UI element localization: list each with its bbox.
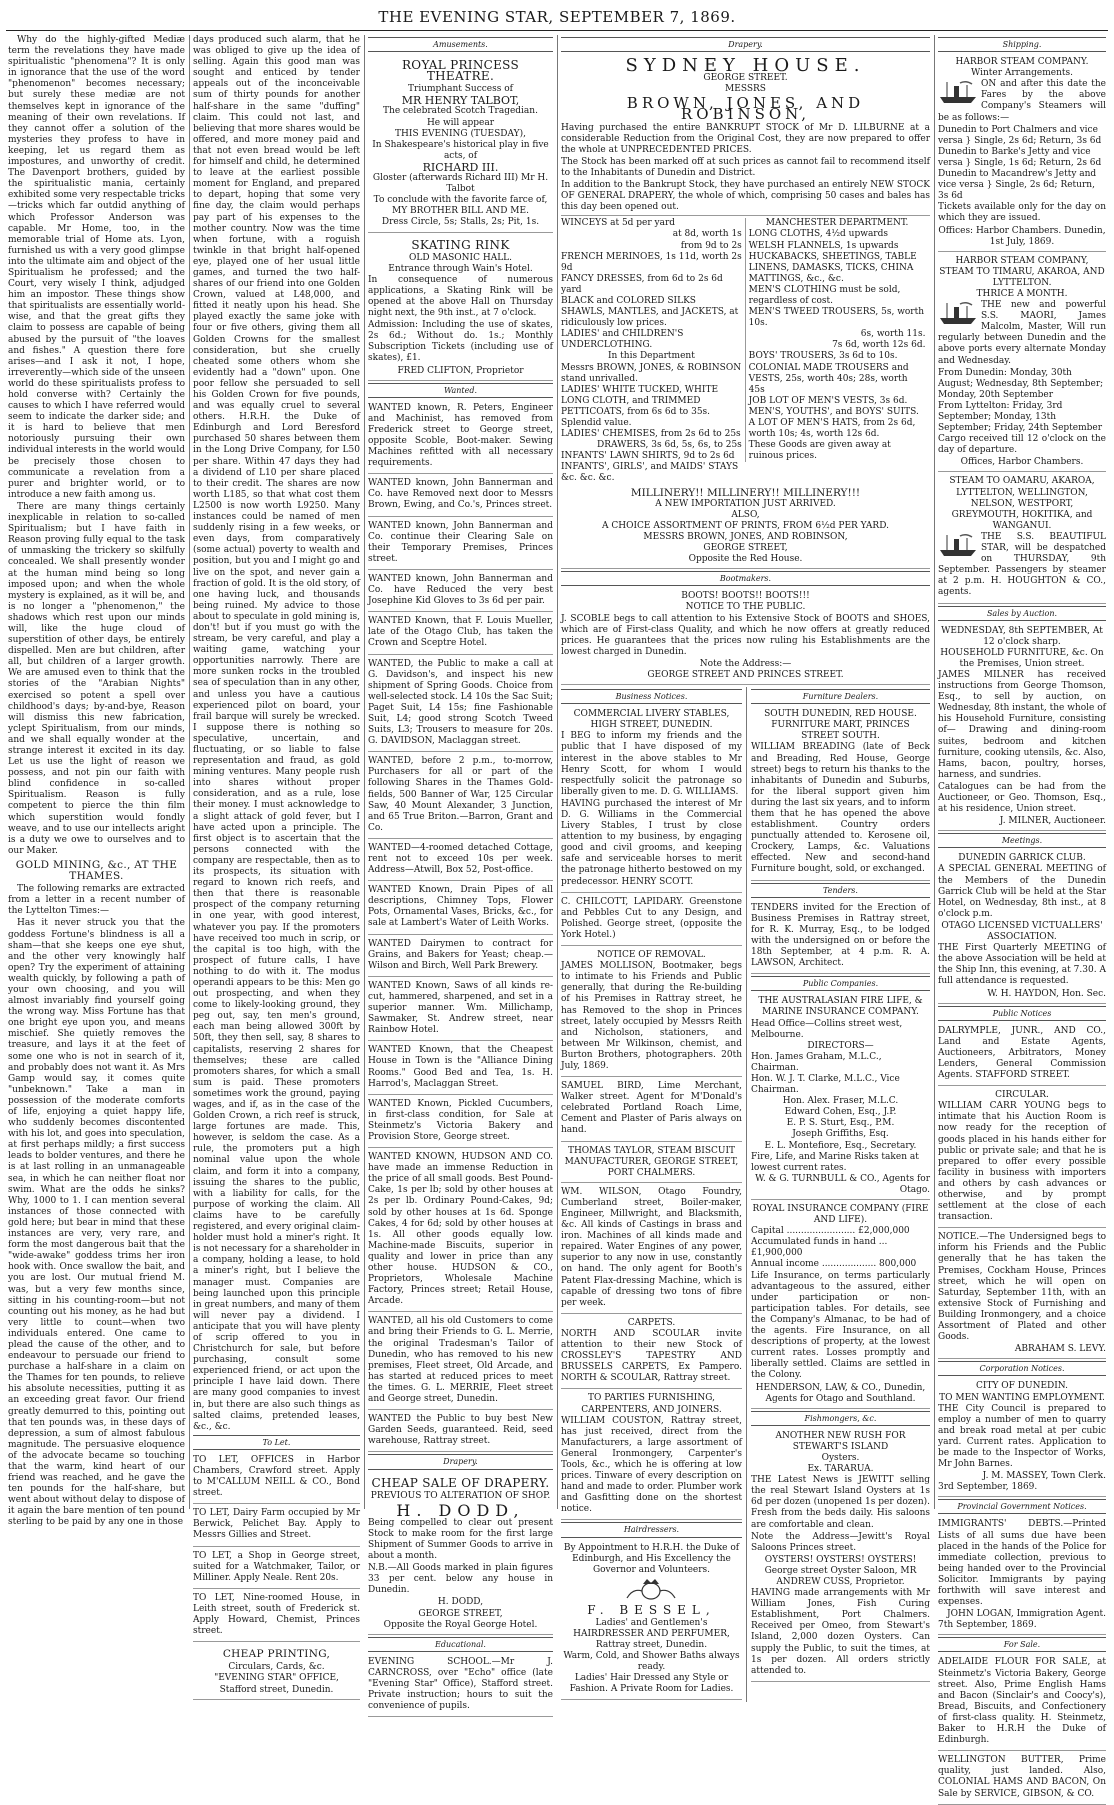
col4-lower-left (561, 687, 747, 1702)
ad-text: WANTED—4-roomed detached Cottage, rent not to exceed 10s per week. Address—Atwill, Box 52, Post-office. (368, 842, 553, 876)
price-list (561, 215, 930, 484)
ad-to-let (193, 1591, 360, 1642)
ad-title: OTAGO LICENSED VICTUALLERS' ASSOCIATION. (941, 920, 1103, 943)
ad-text: Having purchased the entire BANKRUPT STOCK of Mr D. LILBURNE at a considerable Reduction from the Original Cost, they are now prepared to offer the whole at UNPRECEDENTED PRICES. (561, 122, 930, 155)
ad-line: In Shakespeare's historical play in five acts, of (372, 139, 549, 161)
ad-immigrants (938, 1517, 1106, 1635)
price-line: HUCKABACKS, SHEETINGS, TABLE LINENS, DAMASKS, TICKS, CHINA MATTINGS, &c., &c. (748, 251, 917, 284)
ad-line: TO MEN WANTING EMPLOYMENT. (939, 1392, 1105, 1403)
price-line: MEN'S CLOTHING must be sold, regardless of cost. (748, 284, 901, 306)
price-line: BOYS' TROUSERS, 3s 6d to 10s. (748, 351, 898, 362)
ad-line: RICHARD III. (422, 160, 499, 174)
ad-line: Ladies' Hair Dressed any Style or Fashion. A Private Room for Ladies. (569, 1673, 734, 1695)
ad-wanted (368, 979, 553, 1041)
ad-line: Opposite the Royal George Hotel. (383, 1619, 538, 1630)
ad-title: CHEAP PRINTING, (222, 1648, 331, 1661)
royal-crest-icon (621, 1578, 681, 1602)
ad-to-let (193, 1453, 360, 1504)
section-header-educational: Educational. (368, 1637, 553, 1652)
ad-line: MESSRS BROWN, JONES, AND ROBINSON, (643, 531, 848, 542)
ad-line: MY BROTHER BILL AND ME. (392, 206, 529, 217)
ad-text: THE City Council is prepared to employ a number of men to quarry and break road metal at per cubic yard. Current rates. Application to be made to the Inspector of Works, Mr John Barnes. (938, 1403, 1106, 1470)
ad-text: The Stock has been marked off at such prices as cannot fail to recommend itself to the Inhabitants of Dunedin and District. (561, 156, 930, 178)
price-line: INFANTS' LAWN SHIRTS, 9d to 2s 6d (561, 451, 735, 462)
ad-line: He will appear (426, 117, 495, 128)
ad-cheap-sale (368, 1473, 553, 1635)
section-header-hairdressers: Hairdressers. (561, 1522, 742, 1537)
ad-theatre (368, 55, 553, 232)
ad-line: Annual income ................... 800,000 (750, 1259, 917, 1270)
ad-title: THOMAS TAYLOR, STEAM BISCUIT MANUFACTURER, GEORGE STREET, PORT CHALMERS. (564, 1145, 739, 1178)
ad-circular (938, 1088, 1106, 1228)
ad-oysters (751, 1429, 930, 1682)
ad-line: GEORGE STREET, (703, 543, 788, 554)
ad-line: Dress Circle, 5s; Stalls, 2s; Pit, 1s. (381, 217, 540, 228)
ad-line: PREVIOUS TO ALTERATION OF SHOP. (370, 1490, 551, 1501)
column-3 (368, 35, 553, 1712)
ad-text: TO LET, a Shop in George street, suited for a Watchmaker, Tailor, or Milliner. Apply Neale. Rent 20s. (193, 1550, 360, 1583)
ad-text: WILLIAM COUSTON, Rattray street, has just received, direct from the Manufacturers, a large assortment of General Ironmongery, Carpenter's Tools, &c., which he is offering at low prices. Tinware of every description on hand and made to order. Plumber work and Gasfitting done on the shortest notice. (561, 1415, 742, 1515)
ad-line: Gloster (afterwards Richard III) Mr H. Talbot (372, 173, 549, 195)
ad-to-let (193, 1549, 360, 1589)
ad-to-let (193, 1506, 360, 1546)
ad-line: Capital ........................ £2,000,000 (750, 1226, 910, 1237)
section-header-tenders: Tenders. (751, 883, 930, 898)
price-line: Messrs BROWN, JONES, & ROBINSON stand unrivalled. (561, 362, 742, 384)
ad-foundry (561, 1185, 742, 1314)
ad-carpets (561, 1316, 742, 1390)
ad-steam-oamaru (938, 474, 1106, 603)
section-header-wanted: Wanted. (368, 383, 553, 398)
steamship-icon (938, 532, 978, 558)
ad-text: IMMIGRANTS' DEBTS.—Printed Lists of all sums due have been placed in the hands of the Police for immediate collection, previous to being handed over to the Provincial Solicitor. Immigrants by paying forthwith will save interest and expenses. (938, 1519, 1106, 1608)
ad-text: JAMES MOLLISON, Bootmaker, begs to intimate to his Friends and Public generally, that during the Re-building of his Premises in Rattray street, he has Removed to the shop in Princes street, lately occupied by Messrs Reith and Nicholson, stationers, and between Mr Wilkinson, chemist, and Burton Brothers, photographers. 20th July, 1869. (561, 961, 742, 1071)
section-header-corporation: Corporation Notices. (938, 1361, 1106, 1376)
ad-title: HARBOR STEAM COMPANY, STEAM TO TIMARU, AKAROA, AND LYTTELTON. (939, 255, 1105, 288)
ad-line: MR HENRY TALBOT, (401, 94, 520, 108)
ad-text: WANTED the Public to buy best New Garden Seeds, guaranteed. Reid, seed warehouse, Rattray street. (368, 1414, 553, 1447)
ad-title: STEAM TO OAMARU, AKAROA, LYTTELTON, WELLINGTON, NELSON, WESTPORT, GREYMOUTH, HOKITIKA, and WANGANUI. (949, 476, 1095, 531)
ad-text: THE Latest News is JEWITT selling the real Stewart Island Oysters at 1s 6d per dozen (unopened 1s per dozen). Fresh from the beds daily. His saloons are comfortable and clean. (750, 1475, 930, 1530)
ad-title: CITY OF DUNEDIN. (976, 1381, 1068, 1392)
ad-text: WILLIAM CARR YOUNG begs to intimate that his Auction Room is now ready for the reception of goods placed in his hands either for public or private sale; and that he is prepared to offer every possible facility in business with importers and others by cash advances or otherwise, and by prompt settlement at the close of each transaction. (938, 1101, 1106, 1223)
ad-line: Head Office—Collins street west, Melbourne. (750, 1018, 903, 1040)
ad-signature: W. & G. TURNBULL & CO., Agents for Otago. (755, 1173, 930, 1195)
ad-signature: FRED CLIFTON, Proprietor (397, 365, 524, 376)
ad-text: A SPECIAL GENERAL MEETING of the Members of the Dunedin Garrick Club will be held at the Star Hotel, on Wednesday, 8th inst., at 8 o'clock p.m. (938, 864, 1106, 919)
ad-line: Circulars, Cards, &c. (228, 1662, 325, 1673)
ad-evening-school (368, 1655, 553, 1717)
ad-text: Tickets available only for the day on which they are issued. (938, 202, 1106, 224)
ad-text: WANTED Known, Saws of all kinds re-cut, hammered, sharpened, and set in a superior manner. Wm. Millichamp, Sawmaker, St. Andrew street, near Rainbow Hotel. (368, 980, 553, 1036)
ad-line: Triumphant Success of (408, 84, 513, 95)
ad-hairdresser (561, 1541, 742, 1700)
ad-line: GEORGE STREET. (703, 73, 788, 84)
ad-title: DUNEDIN GARRICK CLUB. (958, 853, 1086, 864)
ad-line: NOTICE TO THE PUBLIC. (685, 602, 806, 613)
steamship-icon (938, 300, 978, 326)
price-line: LADIES' WHITE TUCKED, WHITE LONG CLOTH, and TRIMMED PETTICOATS, from 6s 6d to 35s. Splendid value. (561, 384, 719, 428)
ad-text: ON and after this date the Fares by the above Company's Steamers will be as follows:— (938, 79, 1106, 123)
ad-line: GEORGE STREET AND PRINCES STREET. (647, 669, 844, 680)
ad-text: WILLIAM BREADING (late of Beck and Breading, Red House, George street) begs to return his thanks to the inhabitants of Dunedin and Suburbs, for the liberal support given him during the last six years, and to inform them that he has opened the above establishment. Country orders punctually attended to. Kerosene oil, Crockery, Lamps, &c. Valuations effected. New and second-hand Furniture bought, sold, or exchanged. (750, 742, 930, 875)
ad-sydney-house (561, 55, 930, 569)
ad-line: FURNITURE MART, PRINCES STREET SOUTH. (771, 720, 910, 742)
ad-removal (561, 948, 742, 1077)
price-line: BLACK and COLORED SILKS (561, 295, 696, 306)
ad-text: WANTED known, John Bannerman and Co. continue their Clearing Sale on their Temporary Premises, Princes street. (368, 520, 553, 564)
ad-text: J. SCOBLE begs to call attention to his Extensive Stock of BOOTS and SHOES, which are of First-class Quality, and which he now offers at greatly reduced prices. He guarantees that the prices now ruling his Establishments are the lowest charged in Dunedin. (561, 613, 930, 657)
ad-text: In addition to the Bankrupt Stock, they have purchased an entirely NEW STOCK OF GENERAL DRAPERY, the whole of which, comprising 50 cases and bales has this day been opened out. (561, 180, 930, 213)
ad-title: NOTICE OF REMOVAL. (597, 950, 706, 961)
ad-text: Note the Address—Jewitt's Royal Saloons Princes street. (750, 1531, 930, 1553)
ad-text: Being compelled to clear out present Stock to make room for the first large Shipment of Summer Goods to arrive in about a month. (368, 1517, 553, 1562)
ad-title: HARBOR STEAM COMPANY. (955, 57, 1089, 68)
ad-line: Ex. TARARUA. (807, 1464, 874, 1475)
ad-title: SYDNEY HOUSE. (625, 55, 866, 77)
ad-line: To conclude with the favorite farce of, (373, 195, 548, 206)
masthead-rule (6, 30, 1108, 31)
price-line: COLONIAL MADE TROUSERS and VESTS, 25s, worth 40s; 28s, worth 45s (748, 362, 909, 395)
ad-wanted (368, 883, 553, 934)
price-line: MEN'S, YOUTHS', and BOYS' SUITS. (748, 406, 919, 417)
ad-text: WANTED, the Public to make a call at G. Davidson's, and inspect his new shipment of Spring Goods. Choice from well-selected stock. L4 10s the Sac Suit; Paget Suit, L4 15s; fine Fashionable Suit, L4; good strong Scotch Tweed Suits, L3; Trousers to measure for 20s. G. DAVIDSON, Maclaggan street. (368, 658, 553, 747)
price-line: LADIES' CHEMISES, from 2s 6d to 25s (561, 429, 741, 440)
ad-title: ROYAL PRINCESS THEATRE. (401, 58, 520, 84)
gold-mining-title: GOLD MINING, &c., AT THE THAMES. (15, 858, 178, 883)
ad-text: WANTED, all his old Customers to come and bring their Friends to G. L. Merrie, the original Tradesman's Tailor of Dunedin, who has removed to his new premises, Fleet street, Old Arcade, and has started at reduced prices to meet the times. G. L. MERRIE, Fleet street and George street, Dunedin. (368, 1316, 553, 1405)
price-line: JOB LOT OF MEN'S VESTS, 3s 6d. (748, 395, 908, 406)
ad-text: WANTED Known, that F. Louis Mueller, late of the Otago Club, has taken the Crown and Sceptre Hotel. (368, 616, 553, 649)
ad-date: 7th September, 1869. (938, 1620, 1037, 1631)
ad-line: Hon. Alex. Fraser, M.L.C. (782, 1096, 899, 1107)
ad-dalrymple (938, 1024, 1106, 1086)
ad-australasian-insurance (751, 994, 930, 1200)
ad-text: WANTED Dairymen to contract for Grains, and Bakers for Yeast; cheap.—Wilson and Birch, Well Park Brewery. (368, 938, 553, 971)
ad-line: Stafford street, Dunedin. (219, 1684, 334, 1695)
ad-line: Opposite the Red House. (688, 554, 803, 565)
col4-lower (561, 687, 930, 1702)
sailing-line: From Lyttelton: Friday, 3rd September; Monday, 13th September; Friday, 24th September (938, 400, 1103, 434)
ad-text: C. CHILCOTT, LAPIDARY. Greenstone and Pebbles Cut to any Design, and Polished. George street, (opposite the York Hotel.) (561, 896, 742, 940)
ad-line: WEDNESDAY, 8th SEPTEMBER, At 12 o'clock sharp. (941, 625, 1103, 647)
ad-title: CIRCULAR. (995, 1090, 1049, 1101)
section-header-provincial: Provincial Government Notices. (938, 1499, 1106, 1514)
column-2 (193, 35, 360, 1695)
ad-title: TO PARTIES FURNISHING, CARPENTERS, AND JOINERS. (581, 1393, 722, 1415)
price-line: at 8d, worth 1s (672, 229, 742, 240)
ad-signature: J. M. MASSEY, Town Clerk. (982, 1471, 1106, 1482)
ad-text: WANTED, before 2 p.m., to-morrow, Purchasers for all or part of the following Shares in the Thames Gold-fields, 500 Banner of War, 125 Circular Saw, 40 Mount Alexander, 3 Junction, and 65 True Briton.—Barron, Grant and Co. (368, 756, 553, 833)
ad-skating-rink (368, 235, 553, 381)
price-line: WINCEYS at 5d per yard (561, 218, 676, 229)
column-rule (934, 35, 935, 1509)
ad-text: HAVING purchased the interest of Mr D. G. Williams in the Commercial Livery Stables, I trust by close attention to my business, by engaging good and civil grooms, and keeping safe and serviceable horses to merit the patronage hitherto bestowed on my predecessor. HENRY SCOTT. (561, 798, 742, 887)
column-1 (8, 35, 185, 1528)
fare-line: Dunedin to Barke's Jetty and vice versa } Single, 1s 6d; Return, 2s 6d (938, 146, 1102, 168)
ad-text: In consequence of numerous applications, a Skating Rink will be opened at the above Hall on Thursday night next, the 9th inst., at 7 o'clock. (368, 274, 553, 319)
ad-wanted (368, 1314, 553, 1410)
section-header-public-notices: Public Notices (938, 1006, 1106, 1021)
ad-wanted (368, 1097, 553, 1148)
ad-text: Admission: Including the use of skates, 2s 6d.; Without do. 1s.; Monthly Subscription Tickets (including use of skates), £1. (368, 320, 553, 364)
price-list-right (745, 218, 926, 462)
ad-text: WANTED Known, that the Cheapest House in Town is the "Alliance Dining Rooms." Good Bed and Tea, 1s. H. Harrod's, Maclaggan Street. (368, 1045, 553, 1089)
ad-steam-timaru (938, 254, 1106, 473)
sailing-line: From Dunedin: Monday, 30th August; Wednesday, 8th September; Monday, 20th September (938, 367, 1104, 400)
section-header-for-sale: For Sale. (938, 1637, 1106, 1652)
ad-wanted (368, 476, 553, 516)
ad-line: THRICE A MONTH. (976, 288, 1068, 299)
column-5 (938, 35, 1106, 1799)
ad-biscuit (561, 1144, 742, 1183)
ad-text: ADELAIDE FLOUR FOR SALE, at Steinmetz's Victoria Bakery, George street. Also, Prime English Hams and Bacon (Sinclair's and Coocy's), Bread, Biscuits, and Confectionery of first-class quality. H. Steinmetz, Baker to H.R.H the Duke of Edinburgh. (938, 1657, 1106, 1746)
ad-wanted (368, 1150, 553, 1312)
ad-title: F. BESSEL, (587, 1602, 716, 1617)
ad-title: ANOTHER NEW RUSH FOR STEWART'S ISLAND (775, 1430, 906, 1452)
ad-text: TO LET, Nine-roomed House, in Leith street, south of Frederick st. Apply Howard, Chemist, Princes street. (193, 1592, 360, 1637)
ad-title: HOUSEHOLD FURNITURE, &c. On the Premises, Union street. (940, 647, 1104, 669)
ad-line: Hon. James Graham, M.L.C., Chairman. (750, 1051, 882, 1073)
price-line: DRAWERS, 3s 6d, 5s, 6s, to 25s (596, 440, 742, 451)
section-header-fishmongers: Fishmongers, &c. (751, 1411, 930, 1426)
ad-title: SKATING RINK (411, 237, 510, 252)
ad-text: THE new and powerful S.S. MAORI, James Malcolm, Master, Will run regularly between Dunedin and the above ports every alternate Monday and Wednesday. (938, 300, 1106, 366)
ad-text: WANTED Known, Pickled Cucumbers, in first-class condition, for Sale at Steinmetz's Victoria Bakery and Provision Store, George street. (368, 1098, 553, 1142)
ad-wanted (368, 1412, 553, 1452)
ad-lime (561, 1079, 742, 1141)
ad-signature: W. H. HAYDON, Hon. Sec. (987, 988, 1106, 999)
ad-line: "EVENING STAR" OFFICE, (214, 1673, 339, 1684)
ad-line: Winter Arrangements. (971, 68, 1073, 79)
section-header-amusements: Amusements. (368, 37, 553, 52)
ad-text: WANTED Known, Drain Pipes of all descriptions, Chimney Tops, Flower Pots, Ornamental Vases, Bricks, &c., for sale at Lambert's Water of Leith Works. (368, 885, 553, 929)
section-header-shipping: Shipping. (938, 37, 1106, 52)
leader-paragraph: There are many things certainly inexplicable in relation to so-called Spiritualism; but I have faith in Reason proving fully equal to the task of unmasking the trickery so skilfully concealed. We shall presently wonder at the human mind being so long imposed upon; and when the whole mystery is explained, as it will be, and is no longer a "phenomenon," the shadows which rest upon our minds will, like the huge cloud of superstition of other days, be entirely dispelled. Men are but children, after all, but children of a larger growth. We are amused even to think that the stories of the "Arabian Nights" exercised so potent a spell over childhood's days; by-and-bye, Reason will dismiss this new fabrication, yclept Spiritualism, from our minds, and we shall equally wonder at the strange interest it excited in its day. Let us use the light of reason we possess, and not pin our faith with blind confidence in so-called Spiritualism. Reason is fully competent to pierce the thin film which superstition would fondly weave, and to use our intellects aright is a duty we owe to ourselves and to our Maker. (8, 501, 185, 856)
ad-scoble-boots (561, 589, 930, 685)
fare-line: Dunedin to Port Chalmers and vice versa } Single, 2s 6d; Return, 3s 6d (938, 124, 1102, 146)
ad-line: The celebrated Scotch Tragedian. (383, 106, 538, 117)
leader-paragraph: Why do the highly-gifted Mediæ term the revelations they have made spiritualistic "phenomena"? It is only in ignorance that the use of the word "phenomenon" becomes necessary; but surely these mediæ are not themselves kept in ignorance of the meaning of their own revelations. If they cannot offer a solution of the mysteries they profess to have in keeping, let us regard them as impostures, and unworthy of credit. The Davenport brothers, guided by the spiritualistic mania, certainly exhibited some very respectable tricks—tricks which far outdid anything of which Professor Anderson was capable. Mr Home, too, in the memorable trial of Home ats. Lyon, furnished us with a very good glimpse into the ultimate aim and object of the Spiritualism he professed; and the Court, very wisely I think, adjudged him an impostor. These things show that spiritualists are essentially world-wise, and that the great gifts they claim to possess are capable of being abused by the pursuit of "the loaves and fishes." A question there fore arises—and I ask it not, I hope, irreverently—which side of the unseen world do these spiritualists profess to hold converse with? Certainly the causes to which I have referred would seem to indicate the darker side; and it is hard to believe that men notoriously pursuing their own individual interests in the world would be precisely those chosen to communicate a revelation from a purer and brighter world, or to introduce a new faith among us. (8, 35, 185, 500)
section-header-drapery: Drapery. (561, 37, 930, 52)
ad-wanted (368, 614, 553, 654)
price-line: 6s, worth 11s. (860, 329, 926, 340)
ad-royal-insurance (751, 1202, 930, 1409)
price-line: MANCHESTER DEPARTMENT. (765, 218, 909, 229)
ad-livery (561, 707, 742, 893)
section-header-meetings: Meetings. (938, 833, 1106, 848)
steamship-icon (938, 79, 978, 105)
ad-line: Hon. W. J. T. Clarke, M.L.C., Vice Chairman. (750, 1073, 900, 1096)
ad-text: WANTED known, R. Peters, Engineer and Machinist, has removed from Frederick street to George street, opposite Scoble, Boot-maker. Sewing Machines refitted with all necessary requirements. (368, 402, 553, 469)
ad-wanted (368, 657, 553, 753)
ad-signature: JOHN LOGAN, Immigration Agent. (947, 1609, 1106, 1620)
ad-levy-notice (938, 1230, 1106, 1359)
ad-line: Agents for Otago and Southland. (765, 1393, 916, 1404)
ad-line: GEORGE STREET, (418, 1608, 503, 1619)
ad-line: Ladies' and Gentlemen's HAIRDRESSER AND PERFUMER, Rattray street, Dunedin. (573, 1617, 730, 1651)
price-list-left (561, 218, 742, 484)
ad-text: By Appointment to H.R.H. the Duke of Edinburgh, and His Excellency the Governor and Volunteers. (563, 1542, 740, 1575)
ad-harbor-steam (938, 55, 1106, 252)
ad-text: NOTICE.—The Undersigned begs to inform his Friends and the Public generally that he has taken the Premises, Cockham House, Princes street, which he will open on Saturday, September 11th, with an extensive Stock of Furnishing and Building Ironmongery, and a choice Assortment of Plated and other Goods. (938, 1232, 1106, 1343)
price-line: A LOT OF MEN'S HATS, from 2s 6d, worth 10s; 4s, worth 12s 6d. (748, 418, 916, 440)
ad-wanted (368, 754, 553, 839)
ad-text: JAMES MILNER has received instructions from George Thomson, Esq., to sell by auction, on Wednesday, 8th instant, the whole of his Household Furniture, consisting of— Drawing and dining-room suites, bedroom and kitchen furniture, cooking utensils, &c. Also, Hams, bacon, poultry, horses, harness, and sundries. (938, 669, 1106, 780)
gold-mining-continued: days produced such alarm, that he was obliged to give up the idea of selling. Again this good man was sought and enticed by tender appeals out of the inconceivable sum of thirty pounds for another half-share in the same "duffing" claim. This could not last, and believing that more shares would be offered, and more money paid and that not even bread would be left for himself and child, he determined to leave at the earliest possible moment for England, and prepared to depart, hoping that some very fine day, the claim would perhaps pay part of his expenses to the mother country. Now was the time when fortune, with a roguish twinkle in that bright half-opened eye, played one of her usual little games, and turned the two half-shares of our friend into one Golden Crown, valued at L48,000, and fitted it neatly upon his head. She played exactly the same joke with four or five others, giving them all Golden Crowns for the smallest consideration, but she cruelly cheated some others whom she evidently had a "down" upon. One poor fellow she persuaded to sell his Golden Crown for five pounds, and was equally cruel to several others. H.R.H. the Duke of Edinburgh and Lord Beresford purchased 50 shares between them in the Long Drive Company, for L50 per share. Within 47 days they had a dividend of L10 per share placed to their credit. The shares are now worth L185, so that what cost them L2500 is now worth L9250. Many instances could be named of men suddenly rising in a few weeks, or even days, from comparatively (some actual) poverty to wealth and position, but you and I might go and live on the spot, and never gain a fraction of gold. It is the old story, of one having luck, and thousands being ruined. My advice to those about to speculate in gold mining is, don't! but if you must go with the stream, be very careful, and play a waiting game, watching your opportunities narrowly. There are more sunken rocks in the troubled sea of speculation than in any other, and unless you have a cautious experienced pilot on board, your frail barque will surely be wrecked. I suppose there is nothing so speculative, uncertain, and fluctuating, or so liable to false representation and fraud, as gold mining ventures. Many people rush into shares without proper consideration, and as a rule, lose their money. I must acknowledge to a slight attack of gold fever, but I have acted upon a principle. The first object is to ascertain that the persons connected with the company are respectable, then as to its prospects, its situation with regard to known rich reefs, and then that there is reasonable prospect of the company returning in one year, with good interest, whatever you pay. If the promoters have received too much in scrip, or the capital is too high, with the prospect of future calls, I have nothing to do with it. The modus operandi appears to be this: Men go out prospecting, and when they come to likely-looking ground, they peg out, say, ten men's ground, each man being allowed 300ft by 50ft, they then sell, say, 8 shares to capitalists, reserving 2 shares for themselves; these are called promoters shares, for which a small sum is paid. These promoters sometimes work the ground, paying wages, and if, as in the case of the Golden Crown, a rich reef is struck, large fortunes are made. This, however, is seldom the case. As a rule, the promoters put a high nominal value upon the whole claim, and form it into a company, issuing the shares to the public, with a liability for calls, for the purpose of working the claim. All claims have to be carefully registered, and every original claim-holder must hold a miner's right. It is not necessary for a shareholder in a company, holding a lease, to hold a miner's right, but I believe the manager must. Companies are being launched upon this principle in great numbers, and many of them will never pay a dividend. I anticipate that you will have plenty of scrip offered to you in Christchurch for sale, but before purchasing, consult some experienced friend, or act upon the principle I have laid down. There are many good companies to invest in, but there are also such things as salted claims, pretended leases, &c., &c. (193, 35, 360, 1432)
ad-flour (938, 1655, 1106, 1751)
section-header-auction: Sales by Auction. (938, 606, 1106, 621)
ad-title: BROWN, JONES, AND ROBINSON, (626, 94, 865, 124)
section-header-drapery: Drapery. (368, 1454, 553, 1469)
ad-text: TO LET, Dairy Farm occupied by Mr Berwick, Pelichet Bay. Apply to Messrs Gillies and Street. (193, 1508, 360, 1541)
ad-ironmongery (561, 1391, 742, 1520)
ad-line: DIRECTORS— (807, 1040, 874, 1051)
column-4 (561, 35, 930, 1695)
ad-line: Entrance through Wain's Hotel. (388, 263, 533, 274)
ad-text: WANTED known, John Bannerman and Co. have Removed next door to Messrs Brown, Ewing, and Co.'s, Princes street. (368, 478, 553, 511)
price-line: FANCY DRESSES, from 6d to 2s 6d yard (561, 273, 723, 295)
section-header-to-let: To Let. (193, 1435, 360, 1450)
ad-text: HAVING made arrangements with Mr William Jones, Fish Curing Establishment, Port Chalmers. Received per Omeo, from Stewart's Island, 2,000 dozen Oysters. Can supply the Public, to suit the times, at 1s per dozen. All orders strictly attended to. (750, 1588, 930, 1676)
ad-line: MESSRS (725, 84, 766, 95)
ad-text: SAMUEL BIRD, Lime Merchant, Walker street. Agent for M'Donald's celebrated Portland Roach Lime, Cement and Plaster of Paris always on hand. (561, 1081, 742, 1136)
column-rule (557, 35, 558, 1509)
section-header-business: Business Notices. (561, 689, 742, 704)
price-line: 7s 6d, worth 12s 6d. (832, 340, 926, 351)
price-line: LADIES' and CHILDREN'S UNDERCLOTHING. (561, 329, 684, 351)
ad-text: NORTH AND SCOULAR invite attention to their new Stock of CROSSLEY'S TAPESTRY AND BRUSSELS CARPETS, Ex Pampero. NORTH & SCOULAR, Rattray street. (561, 1328, 742, 1384)
ad-title: BOOTS! BOOTS!! BOOTS!!! (681, 591, 810, 602)
ad-title: THE AUSTRALASIAN FIRE LIFE, & MARINE INSURANCE COMPANY. (758, 996, 923, 1018)
ad-line: Oysters. (821, 1452, 860, 1463)
ad-line: H. DODD, (437, 1597, 484, 1608)
ad-line: Offices: Harbor Chambers. Dunedin, 1st July, 1869. (938, 225, 1106, 247)
ad-line: George street Oyster Saloon, MR ANDREW CUSS, Proprietor. (764, 1565, 917, 1587)
ad-title: CHEAP SALE OF DRAPERY. (371, 1475, 550, 1490)
column-rule (364, 35, 365, 1509)
ad-line: Fire, Life, and Marine Risks taken at lowest current rates. (750, 1151, 919, 1173)
ad-text: TENDERS invited for the Erection of Business Premises in Rattray street, for R. K. Murray, Esq., to be lodged with the undersigned on or before the 18th September, at 4 p.m. R. A. LAWSON, Architect. (750, 902, 930, 969)
ad-line: A NEW IMPORTATION JUST ARRIVED. (655, 498, 836, 509)
ad-text: I BEG to inform my friends and the public that I have disposed of my interest in the above stables to Mr Henry Scott, for whom I would respectfully solicit the patronage so liberally given to me. D. G. WILLIAMS. (561, 731, 742, 797)
ad-line: Joseph Griffiths, Esq. (792, 1129, 889, 1140)
ad-line: Warm, Cold, and Shower Baths always ready. (563, 1651, 740, 1673)
ad-title: CARPETS. (627, 1317, 676, 1328)
ad-signature: J. MILNER, Auctioneer. (999, 816, 1106, 827)
ad-text: WANTED KNOWN, HUDSON AND CO. have made an immense Reduction in the price of all small goods. Best Pound-Cake, 1s per lb; sold by other houses at 2s per lb. Ordinary Pound-Cakes, 9d; sold by other houses at 1s 6d. Sponge Cakes, 4 for 6d; sold by other houses at 1s. All other goods equally low. Machine-made Biscuits, superior in quality and lower in price than any other house. HUDSON & CO., Proprietors, Wholesale Machine Factory, Princes street; Retail House, Arcade. (368, 1152, 553, 1307)
ad-city-dunedin (938, 1379, 1106, 1497)
ad-text: Life Insurance, on terms particularly advantageous to the assured, either under participation or non-participation tables. For details, see the Company's Almanac, to be had of the agents. Fire Insurance, on all descriptions of property, at the lowest current rates. Losses promptly and liberally settled. Claims are settled in the Colony. (750, 1270, 930, 1381)
ad-line: MILLINERY!! MILLINERY!! MILLINERY!!! (630, 486, 861, 499)
ad-signature: HENDERSON, LAW, & CO., Dunedin, (755, 1382, 926, 1393)
ad-text: Cargo received till 12 o'clock on the day of departure. (938, 434, 1106, 456)
ad-line: OLD MASONIC HALL. (408, 252, 513, 263)
ad-line: Accumulated funds in hand ... £1,900,000 (750, 1237, 888, 1259)
ad-lapidary (561, 895, 742, 946)
ad-line: Note the Address:— (699, 658, 792, 669)
ad-butter (938, 1753, 1106, 1804)
price-line: from 9d to 2s (680, 240, 742, 251)
ad-wanted (368, 519, 553, 570)
section-header-bootmakers: Bootmakers. (561, 571, 930, 586)
ad-furniture-mart (751, 707, 930, 880)
price-line: MEN'S TWEED TROUSERS, 5s, worth 10s. (748, 307, 925, 329)
ad-line: THIS EVENING (TUESDAY), (395, 128, 526, 139)
ad-date: 3rd September, 1869. (938, 1482, 1038, 1493)
ad-text: TO LET, OFFICES in Harbor Chambers, Crawford street. Apply to M'CALLUM NEILL & CO., Bond street. (193, 1454, 360, 1499)
ad-signature: ABRAHAM S. LEVY. (1014, 1344, 1106, 1355)
ad-text: THE First Quarterly MEETING of the above Association will be held at the Ship Inn, this evening, at 7.30. A full attendance is requested. (938, 943, 1106, 987)
ad-line: Edward Cohen, Esq., J.P. (784, 1107, 897, 1118)
fare-line: Dunedin to Macandrew's Jetty and vice versa } Single, 2s 6d; Return, 3s 6d (938, 169, 1097, 202)
ad-wanted (368, 572, 553, 612)
section-header-furniture: Furniture Dealers. (751, 689, 930, 704)
ad-wanted (368, 841, 553, 881)
ad-line: A CHOICE ASSORTMENT OF PRINTS, FROM 6½d PER YARD. (602, 520, 889, 531)
price-line: INFANTS', GIRLS', and MAIDS' STAYS &c. &c. &c. (561, 462, 739, 484)
ad-text: WANTED known, John Bannerman and Co. have Reduced the very best Josephine Kid Gloves to 3s 6d per pair. (368, 573, 553, 607)
ad-text: EVENING SCHOOL.—Mr J. CARNCROSS, over "Echo" office (late "Evening Star" Office), Stafford street. Private instruction; hours to suit the convenience of pupils. (368, 1656, 553, 1712)
ad-text: WELLINGTON BUTTER, Prime quality, just landed. Also, COLONIAL HAMS AND BACON, On Sale by SERVICE, GIBSON, & CO. (938, 1755, 1106, 1799)
ad-line: E. L. Montefiore, Esq., Secretary. (764, 1140, 917, 1151)
ad-wanted (368, 1043, 553, 1094)
price-line: SHAWLS, MANTLES, and JACKETS, at ridiculously low prices. (561, 307, 739, 329)
ad-wanted (368, 401, 553, 475)
ad-text: THE S.S. BEAUTIFUL STAR, will be despatched on THURSDAY, 9th September. Passengers by steamer at 2 p.m. H. HOUGHTON & CO., agents. (938, 531, 1106, 598)
column-rule (189, 35, 190, 1509)
price-line: FRENCH MERINOES, 1s 11d, worth 2s 9d (561, 251, 742, 273)
price-line: In this Department (607, 351, 695, 362)
ad-text: Catalogues can be had from the Auctioneer, or Geo. Thomson, Esq., at his residence, Union street. (938, 781, 1106, 815)
ad-text: N.B.—All Goods marked in plain figures 33 per cent. below any house in Dunedin. (368, 1563, 553, 1596)
col4-lower-right (747, 687, 930, 1702)
ad-title: H. DODD, (396, 1500, 525, 1520)
price-line: WELSH FLANNELS, 1s upwards (748, 240, 899, 251)
ad-tenders (751, 901, 930, 975)
gold-mining-paragraph: Has it never struck you that the goddess Fortune's blindness is all a sham—that she keeps one eye shut, and the other very knowingly half open? Try the experiment of attaining wealth quickly, by following a path of your own choosing, and you will almost invariably find yourself going the wrong way. Miss Fortune has that one bright eye upon you, and means mischief. She quietly removes the treasure, and lays it at the feet of some one who is not in search of it, and probably does not want it. As Mrs Gamp would say, it comes quite "unbeknown." Take a man in possession of the moderate comforts of life, enjoying a quiet happy life, who suddenly becomes discontented with his lot, and goes into speculation, at first perhaps mildly; a first success leads to bolder ventures, and there he is at last rolling in an unmanageable sea, in which he can neither float nor swim. What are the odds he sinks? Why, 1000 to 1. I can mention several instances of those connected with gold here; but bear in mind that these instances are very, very rare, and form the most dangerous bait that the "wide-awake" goddess trims her iron hook with. Once swallow the bait, and you are lost. Our mutual friend M. was, but a very few months since, sitting in his counting-room—but not counting out his money, as he had but very little to count—when two individuals entered. One came to plead the cause of the other, and to endeavour to persuade our friend to purchase a half-share in a claim on the Thames for ten pounds, to relieve his absolute necessities, putting it as an exceeding great favor. Our friend greatly demurred to this, pointing out that ten pounds was, in these days of depression, a sum of almost fabulous magnitude. The persuasive eloquence of the advocate became so touching that the warm, kind heart of our friend was reached, and he gave the ten pounds for the half-share, but went about without delay to dispose of it again the bare mention of ten pound sterling to be paid by any one in those (8, 918, 185, 1528)
ad-text: DALRYMPLE, JUNR., AND CO., Land and Estate Agents, Auctioneers, Arbitrators, Money Lenders, General Commission Agents. STAFFORD STREET. (938, 1025, 1106, 1081)
ad-title: ROYAL INSURANCE COMPANY (FIRE AND LIFE). (752, 1204, 929, 1226)
ad-line: ALSO, (731, 509, 760, 520)
ad-printing (193, 1644, 360, 1699)
ad-title: COMMERCIAL LIVERY STABLES, HIGH STREET, DUNEDIN. (573, 709, 730, 731)
ad-wanted (368, 937, 553, 977)
masthead: THE EVENING STAR, SEPTEMBER 7, 1869. (378, 8, 736, 26)
ad-auction-milner (938, 624, 1106, 832)
section-header-public-companies: Public Companies. (751, 976, 930, 991)
ad-meetings (938, 851, 1106, 1003)
ad-title: OYSTERS! OYSTERS! OYSTERS! (764, 1554, 917, 1565)
ad-text: WM. WILSON, Otago Foundry, Cumberland street, Boiler-maker, Engineer, Millwright, and Blacksmith, &c. All kinds of Castings in brass and iron. Machines of all kinds made and repaired. Water Engines of any power, superior to any now in use, constantly on hand. The only agent for Booth's Patent Flax-dressing Machine, which is capable of dressing two tons of fibre per week. (561, 1186, 742, 1308)
price-line: LONG CLOTHS, 4½d upwards (748, 229, 888, 240)
ad-line: E. P. S. Sturt, Esq., P.M. (786, 1118, 895, 1129)
ad-line: Offices, Harbor Chambers. (960, 457, 1084, 468)
price-line: These Goods are given away at ruinous prices. (748, 440, 891, 462)
gold-mining-intro: The following remarks are extracted from a letter in a recent number of the Lyttelton Times:— (8, 884, 185, 917)
ad-title: SOUTH DUNEDIN, RED HOUSE. (764, 709, 917, 720)
